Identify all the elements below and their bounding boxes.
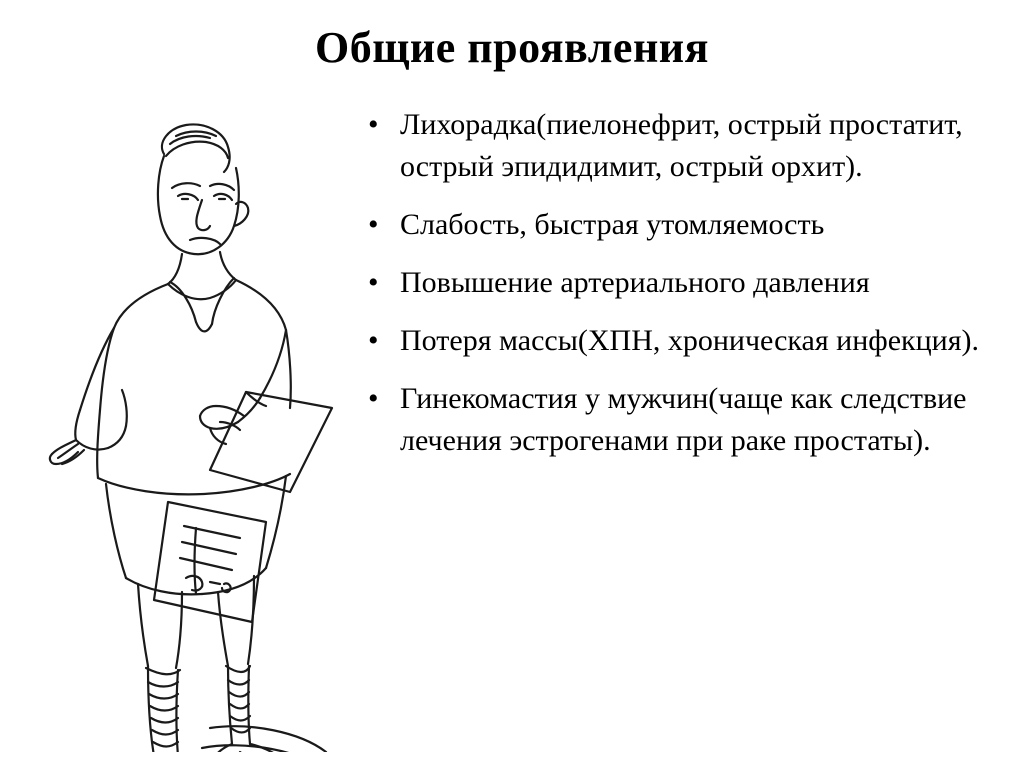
bullet-marker-icon: • <box>368 108 379 141</box>
illustration-man-reading-paper <box>14 92 364 752</box>
bullet-list <box>368 104 1004 478</box>
bullet-marker-icon: • <box>368 324 379 357</box>
list-item-text: Повышение артериального давления <box>400 266 870 299</box>
page-title: Общие проявления <box>315 23 709 72</box>
list-item-text: Потеря массы(ХПН, хроническая инфекция). <box>400 324 980 357</box>
bullet-marker-icon: • <box>368 382 379 415</box>
list-item-text: Слабость, быстрая утомляемость <box>400 208 825 241</box>
list-item <box>368 262 1004 304</box>
list-item <box>368 378 1004 462</box>
bullet-marker-icon: • <box>368 266 379 299</box>
bullet-marker-icon: • <box>368 208 379 241</box>
list-item <box>368 320 1004 362</box>
list-item-text: Гинекомастия у мужчин(чаще как следствие лечения эстрогенами при раке простаты). <box>400 382 967 457</box>
list-item-text: Лихорадка(пиелонефрит, острый простатит, острый эпидидимит, острый орхит). <box>400 108 963 183</box>
list-item <box>368 104 1004 188</box>
list-item <box>368 204 1004 246</box>
